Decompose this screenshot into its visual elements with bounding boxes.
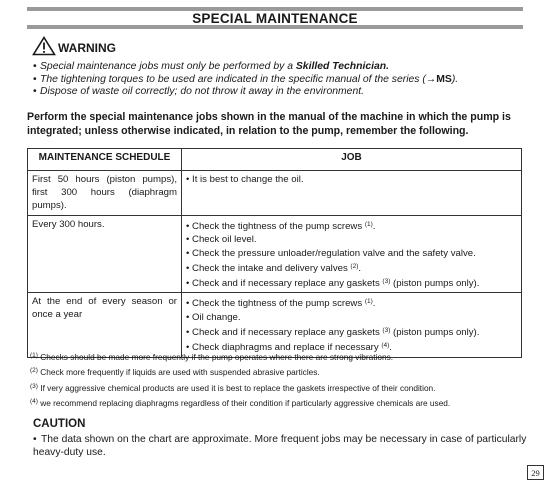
job-cell [182,293,522,357]
page-title: SPECIAL MAINTENANCE [192,10,358,26]
job-item: • Check the tightness of the pump screws $^{(1)}$. [186,298,376,310]
footnote: $^{(4)}$ we recommend replacing diaphragms regardless of their condition if particularly aggressive chemicals are used. [30,398,451,409]
footnotes [30,349,530,411]
footnote: $^{(1)}$ Checks should be made more frequently if the pump operates where there are strong vibrations. [30,352,394,362]
schedule-column-header: MAINTENANCE SCHEDULE [28,149,182,171]
warning-item: • Dispose of waste oil correctly; do not throw it away in the environment. [33,86,364,98]
warning-item: • Special maintenance jobs must only be performed by a Skilled Technician. [33,61,390,72]
intro-paragraph: Perform the special maintenance jobs shown in the manual of the machine in which the pump is integrated; unless otherwise indicated, in relation to the pump, remember the following. [27,111,511,137]
job-item: • Check the pressure unloader/regulation valve and the safety valve. [186,247,476,259]
warning-header [32,36,116,56]
job-item: • Check oil level. [186,234,257,246]
table-row [28,216,522,293]
footnote: $^{(3)}$ If very aggressive chemical products are used it is best to replace the gaskets irrespective of their condition. [30,382,436,393]
job-item: • Check diaphragms and replace if necessary $^{(4)}$. [186,342,392,354]
schedule-cell: First 50 hours (piston pumps), first 300 hours (diaphragm pumps). [28,171,182,216]
title-band [27,7,523,29]
job-cell [182,216,522,293]
caution-text: • The data shown on the chart are approximate. More frequent jobs may be necessary in case of particularly heavy-duty use. [33,434,527,458]
job-item: • Oil change. [186,311,241,323]
job-cell [182,171,522,216]
caution-heading: CAUTION [33,418,86,430]
job-column-header: JOB [182,149,522,171]
job-item: • It is best to change the oil. [186,174,304,185]
maintenance-table [27,148,522,358]
job-item: • Check and if necessary replace any gaskets $^{(3)}$ (piston pumps only). [186,327,480,339]
job-item: • Check the tightness of the pump screws $^{(1)}$. [186,221,376,232]
warning-item: • The tightening torques to be used are indicated in the specific manual of the series (→MS). [33,73,459,85]
schedule-cell: At the end of every season or once a year [28,293,182,357]
job-item: • Check and if necessary replace any gaskets $^{(3)}$ (piston pumps only). [186,278,480,290]
warning-triangle-icon [32,36,56,56]
page-number: 29 [527,465,544,480]
schedule-cell: Every 300 hours. [28,216,182,293]
warning-list [33,61,533,99]
table-header-row [28,149,522,171]
job-item: • Check the intake and delivery valves $^{(2)}$. [186,262,362,274]
table-row [28,171,522,216]
warning-heading: WARNING [58,41,116,55]
footnote: $^{(2)}$ Check more frequently if liquids are used with suspended abrasive particles. [30,367,320,378]
table-row [28,293,522,357]
